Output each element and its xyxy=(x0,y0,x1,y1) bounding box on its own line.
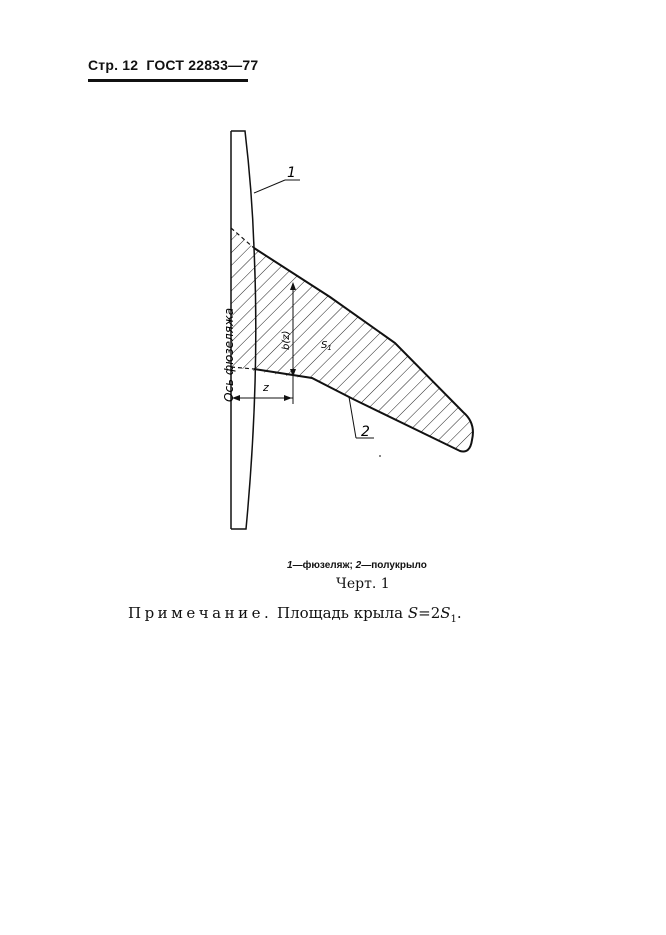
speck xyxy=(379,455,381,457)
fuselage-axis-label: Ось фюзеляжа xyxy=(222,307,236,402)
standard-number: ГОСТ 22833—77 xyxy=(146,57,259,73)
span-label: z xyxy=(263,381,269,394)
note-formula-sub: 1 xyxy=(450,614,457,625)
area-label-sub: 1 xyxy=(327,344,332,352)
note-formula-eq: =2 xyxy=(418,604,441,622)
legend-item1-num: 1 xyxy=(287,560,293,571)
legend-item2-text: —полукрыло xyxy=(361,560,427,571)
note-formula-lhs: S xyxy=(407,604,419,622)
span-arrow-right xyxy=(284,395,292,401)
callout-1-label: 1 xyxy=(287,165,296,181)
legend-item1-text: —фюзеляж; xyxy=(292,560,353,571)
area-label-main: S xyxy=(321,340,328,351)
note-text: Площадь крыла xyxy=(272,604,408,622)
note xyxy=(128,604,462,625)
page-number: Стр. 12 xyxy=(88,57,139,73)
figure-legend xyxy=(287,560,427,571)
figure-caption: Черт. 1 xyxy=(336,576,390,592)
chord-label: b(z) xyxy=(281,330,292,350)
note-label: Примечание. xyxy=(128,604,273,622)
callout-2-leader xyxy=(349,397,356,438)
callout-1-leader xyxy=(254,180,285,193)
note-formula-rhs: S xyxy=(440,604,451,622)
callout-2-label: 2 xyxy=(361,424,370,440)
legend-item2-num: 2 xyxy=(355,560,362,571)
note-end: . xyxy=(456,604,462,622)
